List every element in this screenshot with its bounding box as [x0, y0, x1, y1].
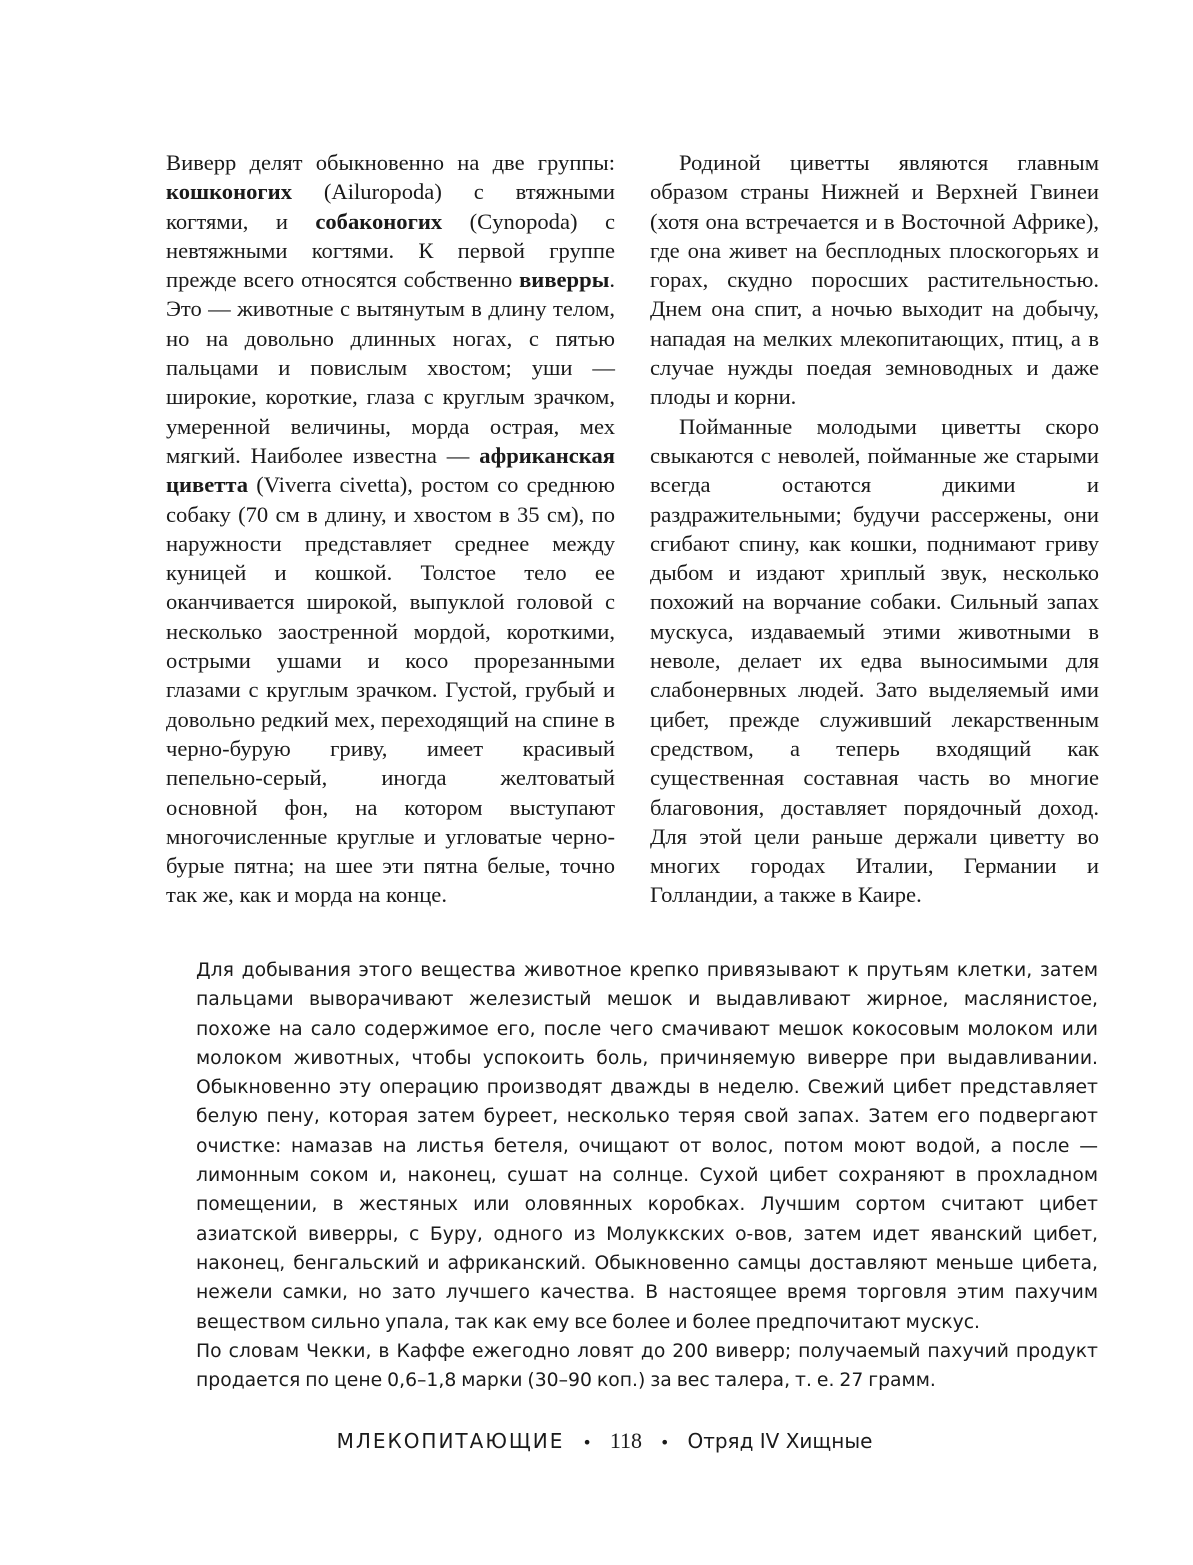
footnote-block: [196, 956, 1098, 1395]
footnote-paragraph-2: По словам Чекки, в Каффе ежегодно ловят до 200 виверр; получаемый пахучий продукт продается по цене 0,6–1,8 марки (30–90 коп.) за вес талера, т. е. 27 грамм.: [196, 1340, 1098, 1392]
term-african-civet: африканская циветта: [166, 442, 615, 498]
left-paragraph-1: Виверр делят обыкновенно на две группы: кошконогих (Ailuropoda) с втяжными когтями, и собаконогих (Cynopoda) с невтяжными когтями. К первой группе прежде всего относятся собственно виверры. Это — животные с вытянутым в длину телом, но на довольно длинных ногах, с пятью пальцами и повислым хвостом; уши — широкие, короткие, глаза с круглым зрачком, умеренной величины, морда острая, мех мягкий. Наиболее известна — африканская циветта (Viverra civetta), ростом со среднюю собаку (70 см в длину, и хвостом в 35 см), по наружности представляет среднее между куницей и кошкой. Толстое тело ее оканчивается широкой, выпуклой головой с несколько заостренной мордой, короткими, острыми ушами и косо прорезанными глазами с круглым зрачком. Густой, грубый и довольно редкий мех, переходящий на спине в черно-бурую гриву, имеет красивый пепельно-серый, иногда желтоватый основной фон, на котором выступают многочисленные круглые и угловатые черно-бурые пятна; на шее эти пятна белые, точно так же, как и морда на конце.: [166, 150, 615, 908]
left-column: [166, 148, 615, 910]
page-number: 118: [609, 1428, 643, 1453]
right-paragraph-1: Родиной циветты являются главным образом страны Нижней и Верхней Гвинеи (хотя она встречается и в Восточной Африке), где она живет на бесплодных плоскогорьях и горах, скудно поросших растительностью. Днем она спит, а ночью выходит на добычу, нападая на мелких млекопитающих, птиц, а в случае нужды поедая земноводных и даже плоды и корни.: [650, 150, 1099, 410]
footer-chapter-title: Отряд IV Хищные: [687, 1429, 873, 1453]
term-sobakonogie: собаконогих: [315, 208, 443, 234]
right-paragraph-2: Пойманные молодыми циветты скоро свыкаются с неволей, пойманные же старыми всегда остаются дикими и раздражительными; будучи рассержены, они сгибают спину, как кошки, поднимают гриву дыбом и издают хриплый звук, несколько похожий на ворчание собаки. Сильный запах мускуса, издаваемый этими животными в неволе, делает их едва выносимыми для слабонервных людей. Зато выделяемый ими цибет, прежде служивший лекарственным средством, а теперь входящий как существенная составная часть во многие благовония, доставляет порядочный доход. Для этой цели раньше держали циветту во многих городах Италии, Германии и Голландии, а также в Каире.: [650, 413, 1099, 908]
footer-separator-2: •: [660, 1433, 670, 1452]
footer-section-title: МЛЕКОПИТАЮЩИЕ: [336, 1429, 565, 1453]
footer-separator-1: •: [582, 1433, 592, 1452]
page-footer: [0, 1427, 1193, 1457]
right-column: [650, 148, 1099, 910]
term-koshkonogie: кошконогих: [166, 179, 292, 205]
footnote-paragraph-1: Для добывания этого вещества животное крепко привязывают к прутьям клетки, затем пальцами выворачивают железистый мешок и выдавливают жирное, маслянистое, похоже на сало содержимое его, после чего смачивают мешок кокосовым молоком или молоком животных, чтобы успокоить боль, причиняемую виверре при выдавливании. Обыкновенно эту операцию производят дважды в неделю. Свежий цибет представляет белую пену, которая затем буреет, несколько теряя свой запах. Затем его подвергают очистке: намазав на листья бетеля, очищают от волос, потом моют водой, а после — лимонным соком и, наконец, сушат на солнце. Сухой цибет сохраняют в прохладном помещении, в жестяных или оловянных коробках. Лучшим сортом считают цибет азиатской виверры, с Буру, одного из Молуккских о-вов, затем идет яванский цибет, наконец, бенгальский и африканский. Обыкновенно самцы доставляют меньше цибета, нежели самки, но зато лучшего качества. В настоящее время торговля этим пахучим веществом сильно упала, так как ему все более и более предпочитают мускус.: [196, 960, 1098, 1333]
term-viverry: виверры: [519, 267, 610, 293]
